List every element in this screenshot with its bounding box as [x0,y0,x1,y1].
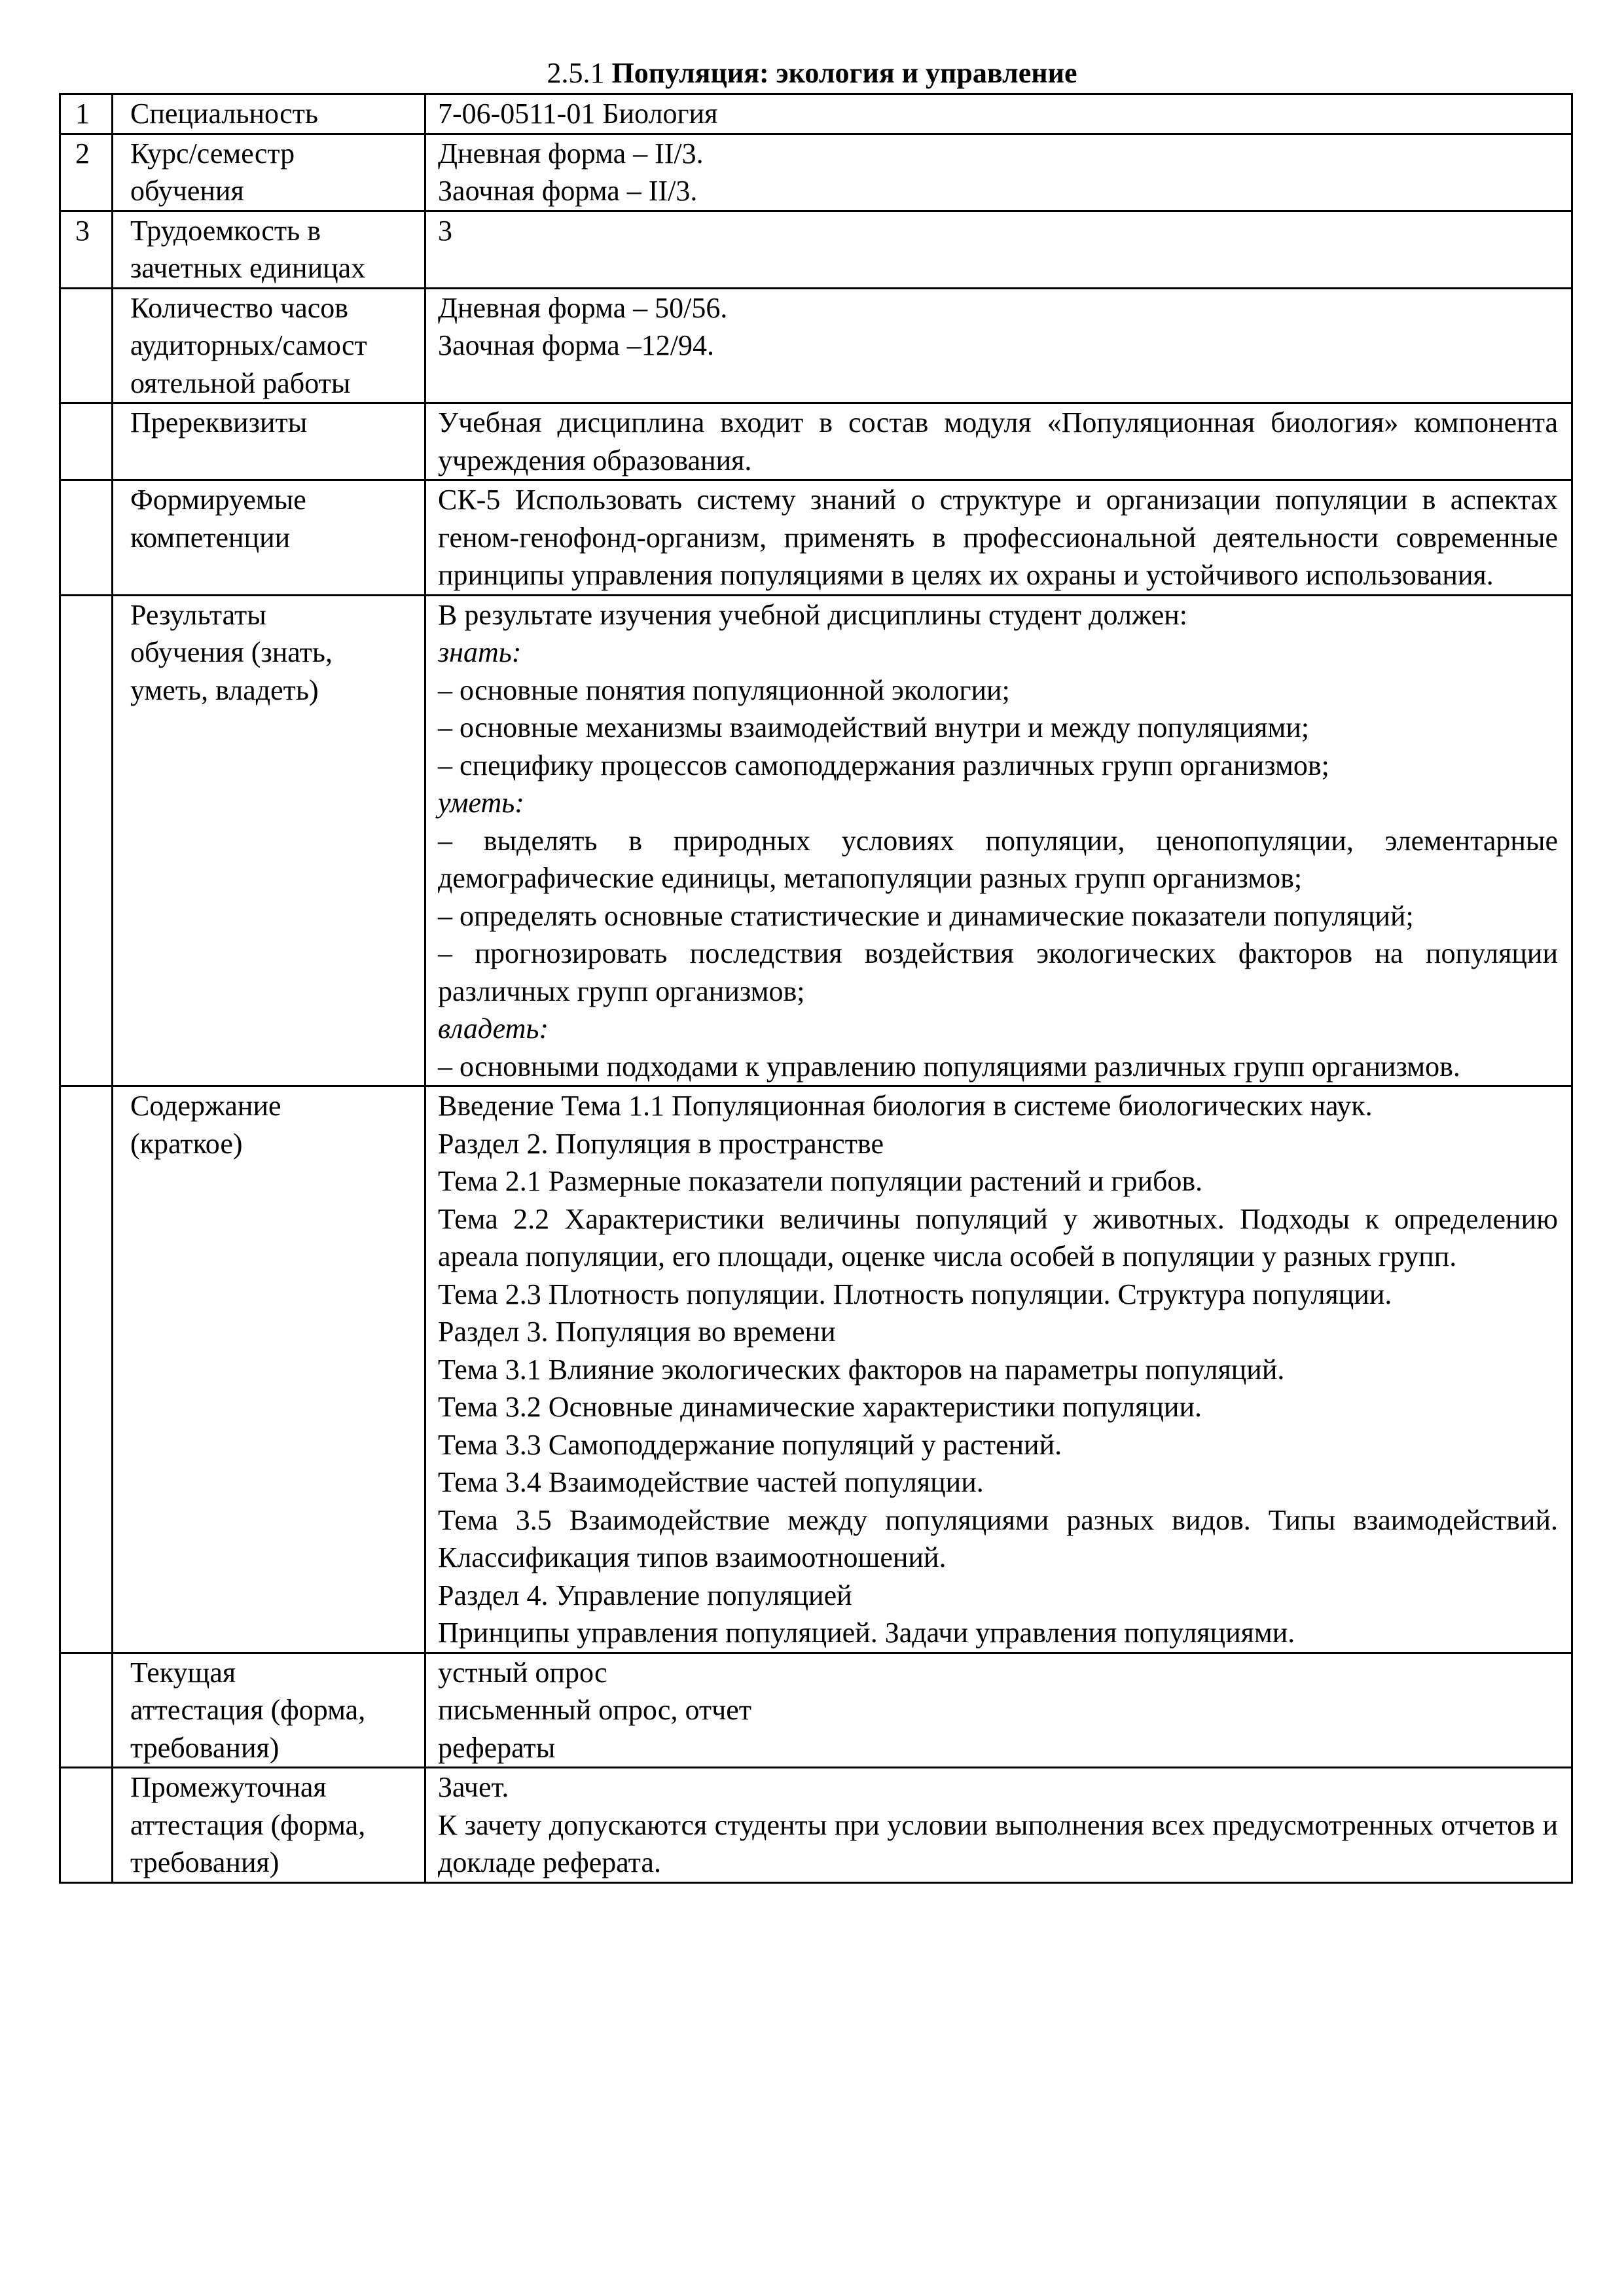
label-line: Пререквизиты [130,406,308,439]
value-line: Раздел 4. Управление популяцией [438,1579,852,1611]
label-line: Трудоемкость в [130,214,321,247]
value-line: Раздел 3. Популяция во времени [438,1316,836,1348]
label-line: зачетных единицах [130,252,366,284]
table-row-intermediate-assessment [60,1768,1572,1883]
value-line: Раздел 2. Популяция в пространстве [438,1127,884,1160]
value-line: устный опрос [438,1656,607,1689]
value-line: письменный опрос, отчет [438,1694,751,1726]
value-line: Тема 3.3 Самоподдержание популяций у растений. [438,1428,1062,1461]
value-line: – прогнозировать последствия воздействия экологических факторов на популяции различных групп организмов; [438,937,1558,1007]
table-row-current-assessment [60,1653,1572,1768]
value-subheading: знать: [438,636,522,668]
label-line: Содержание [130,1090,281,1122]
title-name: Популяция: экология и управление [611,57,1077,89]
row-number: 1 [60,94,113,134]
label-line: Курс/семестр [130,137,295,170]
value-line: Заочная форма –12/94. [438,329,715,361]
row-number [60,480,113,596]
label-line: Промежуточная [130,1771,327,1803]
label-line: Результаты [130,598,266,631]
row-number [60,1086,113,1653]
value-line: Введение Тема 1.1 Популяционная биология в системе биологических наук. [438,1090,1373,1122]
label-line: требования) [130,1731,280,1764]
label-line: обучения (знать, [130,636,333,668]
value-line: Заочная форма – II/3. [438,175,698,207]
value-line: Тема 3.1 Влияние экологических факторов на параметры популяций. [438,1353,1285,1386]
row-number: 2 [60,134,113,211]
value-line: – определять основные статистические и динамические показатели популяций; [438,899,1414,932]
row-number [60,288,113,403]
row-value [425,1653,1572,1768]
label-line: уметь, владеть) [130,673,319,706]
row-value [425,94,1572,134]
label-line: аттестация (форма, [130,1808,366,1841]
row-number: 3 [60,211,113,288]
row-number [60,1768,113,1883]
label-line: Количество часов [130,291,349,324]
value-line: В результате изучения учебной дисциплины студент должен: [438,598,1188,631]
value-line: – специфику процессов самоподдержания различных групп организмов; [438,749,1329,781]
table-row-prerequisites [60,403,1572,480]
label-line: аудиторных/самост [130,329,367,361]
value-line: 7-06-0511-01 Биология [438,98,718,130]
row-value [425,1086,1572,1653]
label-line: обучения [130,175,244,207]
row-value [425,403,1572,480]
value-line: – основными подходами к управлению популяциями различных групп организмов. [438,1050,1460,1083]
title-number: 2.5.1 [547,57,605,89]
label-line: Специальность [130,98,318,130]
label-line: (краткое) [130,1127,243,1160]
value-line: Дневная форма – 50/56. [438,291,728,324]
value-line: Тема 3.2 Основные динамические характеристики популяции. [438,1391,1202,1423]
table-row-competencies [60,480,1572,596]
row-label [113,1653,425,1768]
row-value [425,480,1572,596]
value-line: Дневная форма – II/3. [438,137,704,170]
row-label [113,1768,425,1883]
value-line: – основные понятия популяционной экологии; [438,673,1010,706]
value-subheading: уметь: [438,787,524,819]
row-label [113,1086,425,1653]
value-line: Тема 2.2 Характеристики величины популяций у животных. Подходы к определению ареала популяции, его площади, оценке числа особей в популяции у разных групп. [438,1202,1558,1272]
row-number [60,595,113,1086]
value-subheading: владеть: [438,1013,549,1045]
label-line: требования) [130,1846,280,1878]
label-line: компетенции [130,521,291,554]
row-number [60,403,113,480]
row-value [425,288,1572,403]
table-row-learning-outcomes [60,595,1572,1086]
row-value [425,1768,1572,1883]
row-value [425,211,1572,288]
value-line: К зачету допускаются студенты при условии выполнения всех предусмотренных отчетов и докладе реферата. [438,1808,1558,1878]
row-label [113,288,425,403]
value-line: 3 [438,214,452,247]
row-label [113,403,425,480]
row-label [113,134,425,211]
label-line: Формируемые [130,484,306,516]
row-value [425,595,1572,1086]
row-label [113,480,425,596]
value-line: Учебная дисциплина входит в состав модуля «Популяционная биология» компонента учреждения образования. [438,406,1558,476]
value-line: Зачет. [438,1771,509,1803]
value-line: – выделять в природных условиях популяции, ценопопуляции, элементарные демографические единицы, метапопуляции разных групп организмов; [438,824,1558,894]
row-label [113,211,425,288]
page-title [0,55,1624,92]
table-row-hours [60,288,1572,403]
table-row-content [60,1086,1572,1653]
row-label [113,94,425,134]
course-description-table [59,93,1573,1884]
value-line: Тема 3.4 Взаимодействие частей популяции. [438,1466,984,1498]
row-value [425,134,1572,211]
table-row-credits [60,211,1572,288]
value-line: рефераты [438,1731,556,1764]
value-line: – основные механизмы взаимодействий внутри и между популяциями; [438,711,1310,744]
table-row-course-semester [60,134,1572,211]
value-line: Тема 2.1 Размерные показатели популяции растений и грибов. [438,1165,1203,1197]
value-line: Тема 3.5 Взаимодействие между популяциями разных видов. Типы взаимодействий. Классификация типов взаимоотношений. [438,1503,1558,1573]
row-label [113,595,425,1086]
value-line: Тема 2.3 Плотность популяции. Плотность популяции. Структура популяции. [438,1278,1392,1310]
label-line: Текущая [130,1656,236,1689]
row-number [60,1653,113,1768]
label-line: аттестация (форма, [130,1694,366,1726]
value-line: Принципы управления популяцией. Задачи управления популяциями. [438,1617,1295,1649]
value-line: СК-5 Использовать систему знаний о структуре и организации популяции в аспектах геном-генофонд-организм, применять в профессиональной деятельности современные принципы управления популяциями в целях их охраны и устойчивого использования. [438,484,1558,591]
table-row-specialty [60,94,1572,134]
label-line: оятельной работы [130,367,351,399]
